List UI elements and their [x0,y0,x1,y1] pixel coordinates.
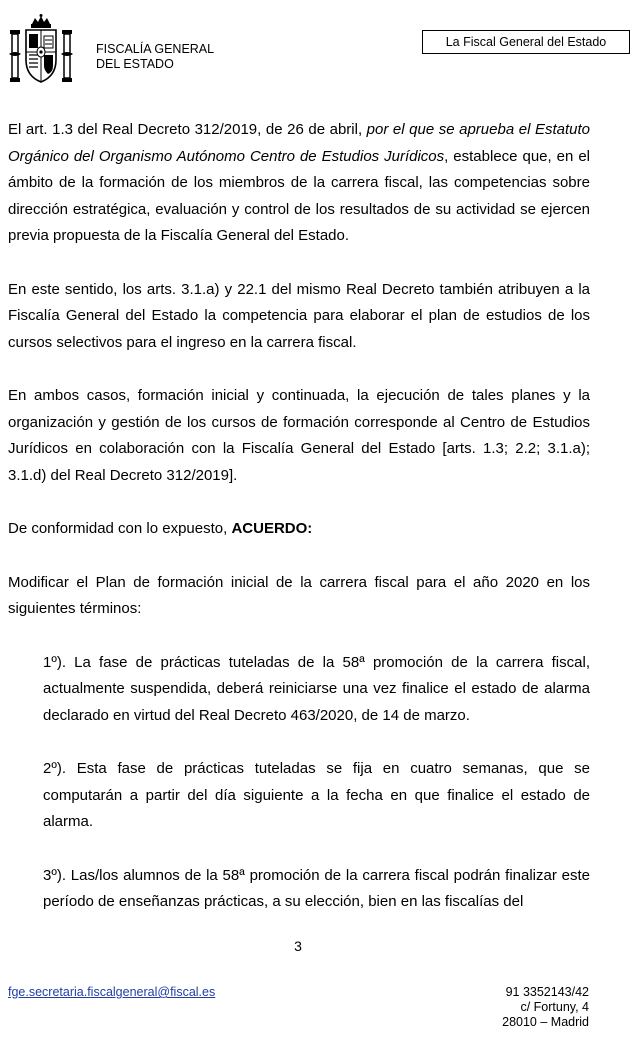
paragraph-1 [8,117,590,250]
paragraph-5: Modificar el Plan de formación inicial de la carrera fiscal para el año 2020 en los siguientes términos: [8,573,590,617]
agreement-item-2: 2º). Esta fase de prácticas tuteladas se fija en cuatro semanas, que se computarán a partir del día siguiente a la fecha en que finalice el estado de alarma. [43,760,590,830]
address-street: c/ Fortuny, 4 [520,1000,589,1014]
paragraph-1-end: , establece que, en el ámbito de la formación de los miembros de la carrera fiscal, las competencias sobre dirección estratégica, evaluación y control de los resultados de su actividad se ejercen previa propuesta de la Fiscalía General del Estado. [8,147,590,244]
address-city: 28010 – Madrid [502,1015,589,1029]
paragraph-1-decree-title: por el que se aprueba el Estatuto Orgánico del Organismo Autónomo Centro de Estudios Jurídicos [8,121,590,165]
contact-info [502,985,589,1030]
agreement-item-3: 3º). Las/los alumnos de la 58ª promoción de la carrera fiscal podrán finalizar este período de enseñanzas prácticas, a su elección, bien en las fiscalías del [43,866,590,910]
agreement-item-1: 1º). La fase de prácticas tuteladas de la 58ª promoción de la carrera fiscal, actualmente suspendida, deberá reiniciarse una vez finalice el estado de alarma declarado en virtud del Real Decreto 463/2020, de 14 de marzo. [43,653,590,724]
institution-name [96,42,214,72]
paragraph-3: En ambos casos, formación inicial y continuada, la ejecución de tales planes y la organización y gestión de los cursos de formación corresponde al Centro de Estudios Jurídicos en colaboración con la Fiscalía General del Estado [arts. 1.3; 2.2; 3.1.a); 3.1.d) del Real Decreto 312/2019]. [8,387,590,484]
paragraph-2: En este sentido, los arts. 3.1.a) y 22.1 del mismo Real Decreto también atribuyen a la Fiscalía General del Estado la competencia para elaborar el plan de estudios de los cursos selectivos para el ingreso en la carrera fiscal. [8,280,590,351]
institution-line-1: FISCALÍA GENERAL [96,42,215,56]
email-link[interactable]: fge.secretaria.fiscalgeneral@fiscal.es [8,985,216,999]
page-number: 3 [294,938,302,954]
agreement-heading: ACUERDO: [231,520,313,537]
document-body [8,117,590,943]
institution-line-2: DEL ESTADO [96,57,174,71]
paragraph-1-start: El art. 1.3 del Real Decreto 312/2019, de 26 de abril, [8,121,367,138]
phone-number: 91 3352143/42 [505,985,589,999]
paragraph-4 [8,516,590,543]
signatory-badge: La Fiscal General del Estado [422,30,630,54]
paragraph-4-text: De conformidad con lo expuesto, [8,520,232,537]
spain-coat-of-arms-icon [8,14,74,86]
